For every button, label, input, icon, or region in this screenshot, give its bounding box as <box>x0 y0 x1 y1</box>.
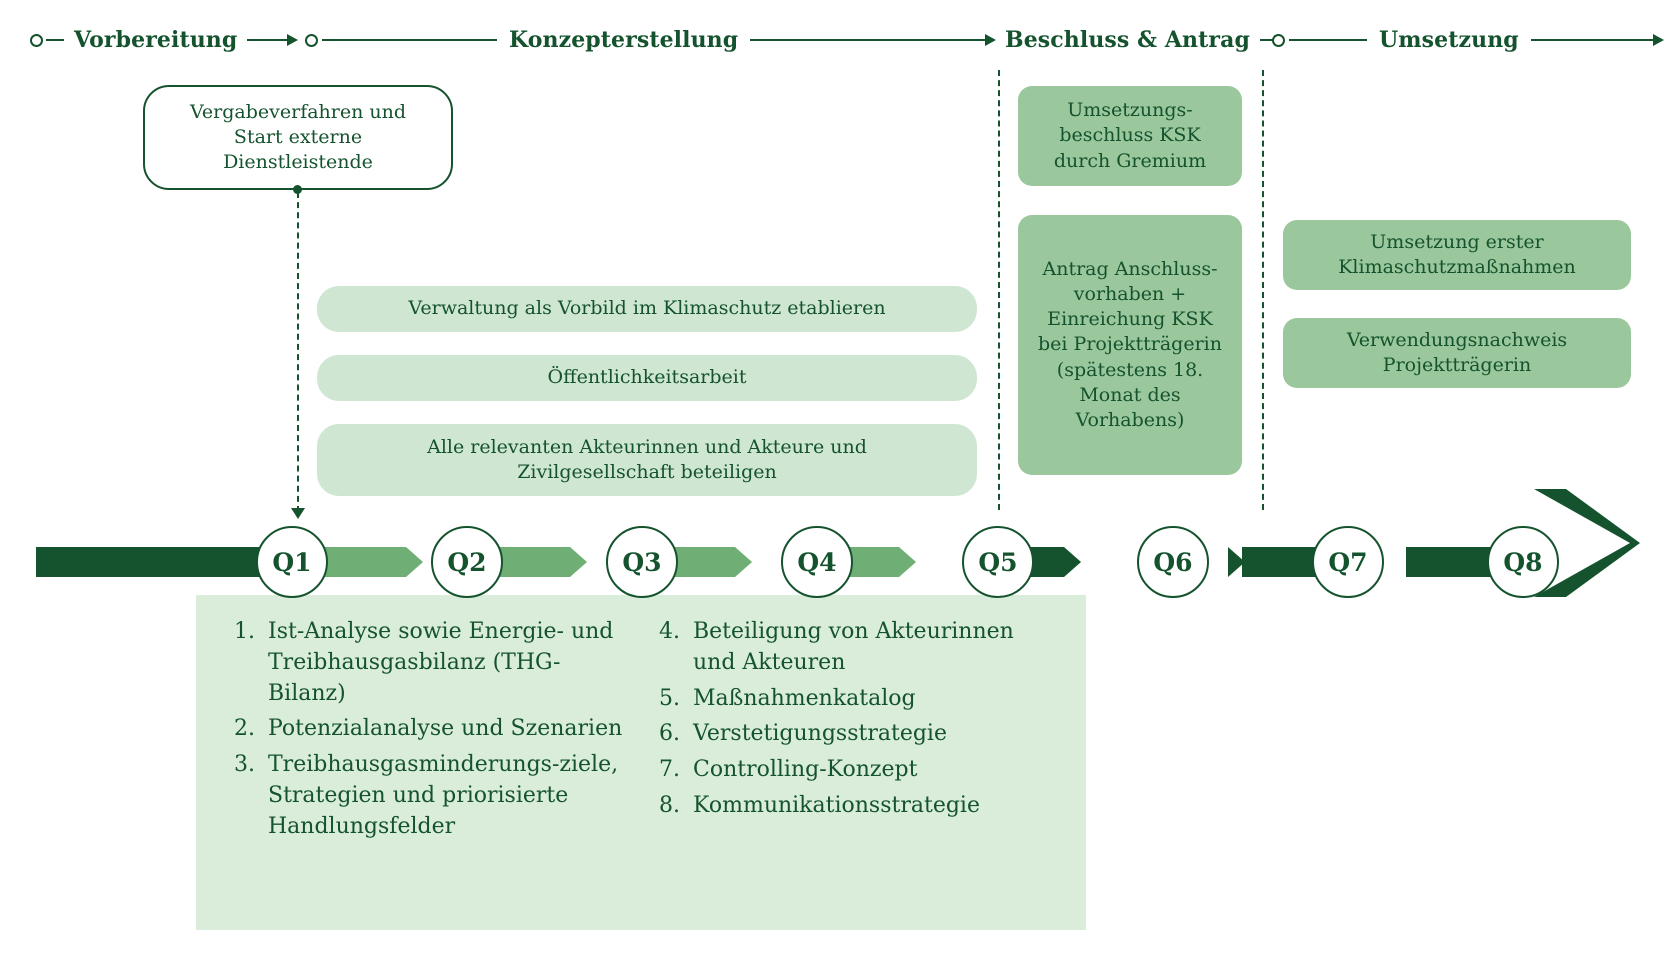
timeline-node-q7[interactable]: Q7 <box>1312 526 1384 598</box>
list-item: 4. Beteiligung von Akteurinnen und Akteuren <box>687 617 1062 679</box>
phase-start-dot-icon <box>1272 34 1285 47</box>
timeline-node-q1[interactable]: Q1 <box>256 526 328 598</box>
quarter-timeline <box>0 520 1680 670</box>
list-item: 5. Maßnahmenkatalog <box>687 684 1062 715</box>
phase-rule <box>46 39 64 41</box>
timeline-chevron-icon <box>1228 547 1245 577</box>
list-item: 2. Potenzialanalyse und Szenarien <box>262 714 635 745</box>
timeline-segment-start <box>36 547 261 577</box>
timeline-node-q8[interactable]: Q8 <box>1487 526 1559 598</box>
list-item: 1. Ist-Analyse sowie Energie- und Treibhausgasbilanz (THG-Bilanz) <box>262 617 635 709</box>
phase-rule <box>1531 39 1653 41</box>
phase-rule <box>322 39 497 41</box>
list-item: 8. Kommunikationsstrategie <box>687 791 1062 822</box>
timeline-node-q5[interactable]: Q5 <box>962 526 1034 598</box>
timeline-chevron-icon <box>570 547 587 577</box>
list-item: 6. Verstetigungsstrategie <box>687 719 1062 750</box>
timeline-chevron-icon <box>1064 547 1081 577</box>
timeline-chevron-icon <box>899 547 916 577</box>
phase-arrow-icon <box>287 34 298 46</box>
phase-label-konzepterstellung: Konzepterstellung <box>509 27 739 53</box>
phase-label-beschluss: Beschluss & Antrag <box>1005 27 1250 53</box>
callout-verwaltung-vorbild: Verwaltung als Vorbild im Klimaschutz etablieren <box>317 286 977 332</box>
callout-oeffentlichkeitsarbeit: Öffentlichkeitsarbeit <box>317 355 977 401</box>
timeline-chevron-icon <box>406 547 423 577</box>
phase-umsetzung <box>1272 18 1664 62</box>
phase-beschluss-antrag <box>1005 18 1283 62</box>
phase-rule <box>247 39 287 41</box>
list-item: 3. Treibhausgasminderungs-ziele, Strategien und priorisierte Handlungsfelder <box>262 750 635 842</box>
callout-verwendungsnachweis: Verwendungsnachweis Projektträgerin <box>1283 318 1631 388</box>
callout-umsetzungsbeschluss: Umsetzungs-beschluss KSK durch Gremium <box>1018 86 1242 186</box>
phase-arrow-icon <box>1653 34 1664 46</box>
phase-separator <box>1262 70 1264 510</box>
phase-header-row <box>0 18 1680 62</box>
timeline-node-q2[interactable]: Q2 <box>431 526 503 598</box>
callout-antrag-anschlussvorhaben: Antrag Anschluss-vorhaben + Einreichung KSK bei Projektträgerin (spätestens 18. Monat des Vorhabens) <box>1018 215 1242 475</box>
phase-label-vorbereitung: Vorbereitung <box>74 27 238 53</box>
callout-akteure-beteiligen: Alle relevanten Akteurinnen und Akteure und Zivilgesellschaft beteiligen <box>317 424 977 496</box>
phase-vorbereitung <box>30 18 298 62</box>
timeline-chevron-icon <box>735 547 752 577</box>
phase-label-umsetzung: Umsetzung <box>1379 27 1519 53</box>
phase-separator <box>998 70 1000 510</box>
timeline-node-q4[interactable]: Q4 <box>781 526 853 598</box>
phase-konzepterstellung <box>305 18 996 62</box>
timeline-segment-q1-q2 <box>320 547 406 577</box>
callout-vergabeverfahren: Vergabeverfahren und Start externe Dienstleistende <box>143 85 453 190</box>
timeline-end-arrow-icon <box>1530 487 1640 599</box>
list-item: 7. Controlling-Konzept <box>687 755 1062 786</box>
timeline-node-q3[interactable]: Q3 <box>606 526 678 598</box>
phase-start-dot-icon <box>305 34 318 47</box>
timeline-node-q6[interactable]: Q6 <box>1137 526 1209 598</box>
phase-rule <box>750 39 985 41</box>
phase-arrow-icon <box>985 34 996 46</box>
phase-start-dot-icon <box>30 34 43 47</box>
connector-arrow-icon <box>291 508 305 519</box>
phase-rule <box>1289 39 1367 41</box>
connector-line <box>297 192 299 512</box>
callout-umsetzung-massnahmen: Umsetzung erster Klimaschutzmaßnahmen <box>1283 220 1631 290</box>
